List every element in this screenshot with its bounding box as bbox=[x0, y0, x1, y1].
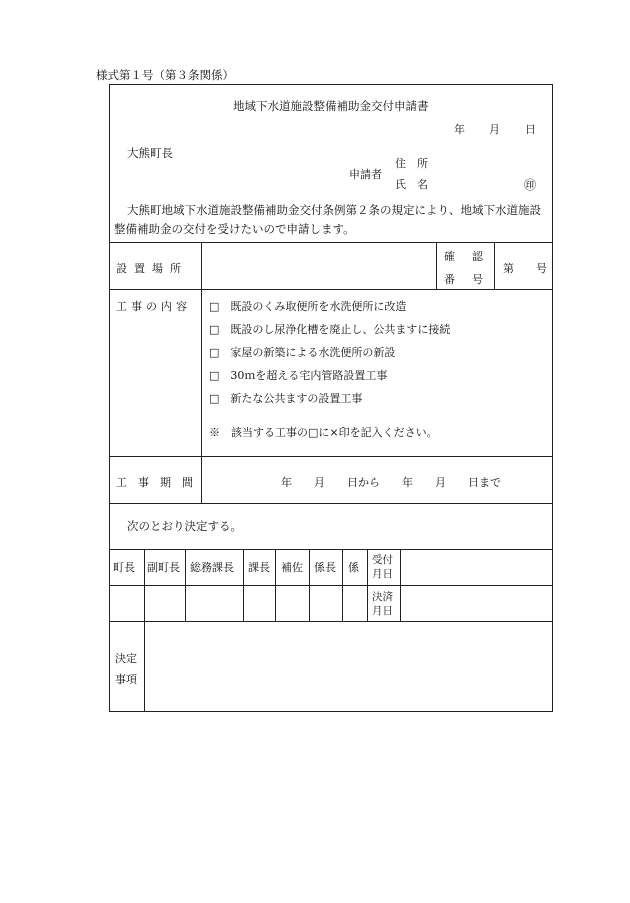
seal-mark: ㊞ bbox=[524, 178, 537, 192]
date-year: 年 bbox=[454, 123, 465, 136]
form-label: 様式第１号（第３条関係） bbox=[96, 68, 234, 82]
decided-label-2: 月日 bbox=[372, 605, 393, 617]
applicant-name-label: 氏 名 bbox=[395, 178, 428, 191]
work-option-4[interactable]: □ 30ｍを超える宅内管路設置工事 bbox=[209, 369, 388, 382]
approval-header-general: 総務課長 bbox=[190, 561, 234, 574]
confirm-label-top: 確 認 bbox=[444, 250, 486, 263]
approval-header-staff: 係 bbox=[348, 561, 359, 574]
received-label-1: 受付 bbox=[372, 554, 393, 566]
body-text-2: 整備補助金の交付を受けたいので申請します。 bbox=[114, 222, 355, 236]
approval-header-section: 課長 bbox=[248, 561, 270, 574]
work-option-1[interactable]: □ 既設のくみ取便所を水洗便所に改造 bbox=[209, 300, 407, 313]
received-label-2: 月日 bbox=[372, 568, 393, 580]
work-option-3[interactable]: □ 家屋の新築による水洗便所の新設 bbox=[209, 346, 396, 359]
approval-header-chief: 係長 bbox=[314, 561, 336, 574]
decision-text: 次のとおり決定する。 bbox=[127, 519, 242, 533]
work-label: 工事の内容 bbox=[116, 300, 191, 313]
location-label: 設置場所 bbox=[116, 262, 188, 275]
decision-item-label-2: 事項 bbox=[115, 673, 137, 686]
approval-header-assistant: 補佐 bbox=[281, 561, 303, 574]
location-input[interactable] bbox=[203, 244, 435, 288]
form-title: 地域下水道施設整備補助金交付申請書 bbox=[233, 99, 429, 113]
work-note: ※ 該当する工事の□に×印を記入ください。 bbox=[209, 426, 438, 439]
period-label: 工事期間 bbox=[116, 476, 204, 489]
approval-header-mayor: 町長 bbox=[113, 561, 135, 574]
decided-label-1: 決済 bbox=[372, 591, 393, 603]
confirm-label-bottom: 番 号 bbox=[444, 273, 486, 286]
work-option-2[interactable]: □ 既設のし尿浄化槽を廃止し、公共ますに接続 bbox=[209, 323, 451, 336]
decision-item-input[interactable] bbox=[146, 623, 551, 710]
period-text[interactable]: 年 月 日から 年 月 日まで bbox=[281, 476, 501, 489]
applicant-label: 申請者 bbox=[349, 168, 382, 181]
addressee: 大熊町長 bbox=[127, 146, 173, 160]
work-option-5[interactable]: □ 新たな公共ますの設置工事 bbox=[209, 392, 363, 405]
decision-item-label-1: 決定 bbox=[115, 652, 137, 665]
applicant-address-label: 住 所 bbox=[395, 157, 428, 170]
confirm-number: 第 号 bbox=[503, 262, 547, 275]
body-text-1: 大熊町地域下水道施設整備補助金交付条例第２条の規定により、地域下水道施設 bbox=[127, 203, 541, 217]
date-day: 日 bbox=[525, 123, 536, 136]
date-month: 月 bbox=[489, 123, 500, 136]
approval-header-deputy: 副町長 bbox=[147, 561, 180, 574]
